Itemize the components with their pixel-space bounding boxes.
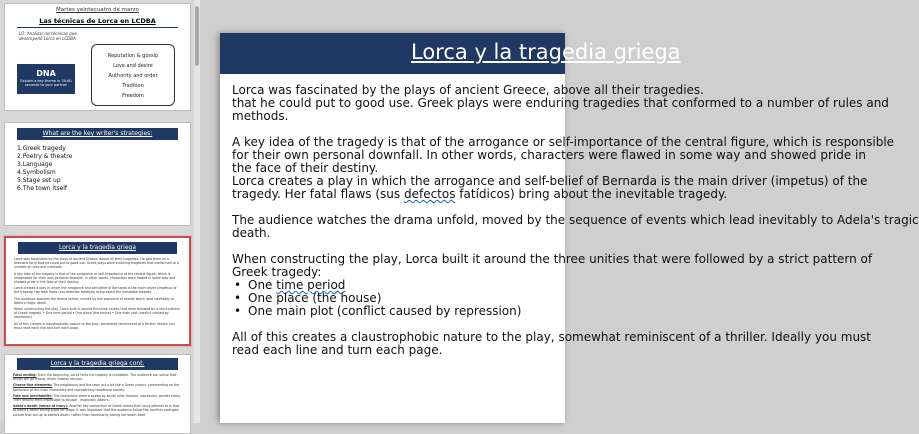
list-item: 3.Language	[17, 161, 53, 168]
spellcheck-underlined-word: time period	[276, 278, 346, 292]
thumb-para-head: Adela's death (sense of irony):	[13, 404, 69, 409]
thumb-paragraph: When constructing the play, Lorca built it around the three unities that were followed by a strict pattern of Greek tragedy: • One time period • One place (the house) • One main plot (conflict caused by repression)	[14, 307, 180, 320]
slide-body-textbox[interactable]	[232, 83, 919, 357]
body-text-line: A key idea of the tragedy is that of the arrogance or self-importance of the central figure, which is responsible	[232, 135, 895, 149]
thumb-title: Lorca y la tragedia griega cont.	[17, 358, 178, 370]
list-item: 2.Poetry & theatre	[17, 153, 73, 160]
thumb-paragraph: All of this creates a claustrophobic nature to the play, somewhat reminiscent of a thriller. Ideally you must read each line and turn each page.	[14, 321, 175, 330]
thumb-para-head: Fate and inevitability:	[13, 393, 53, 398]
thumb-para-text: From the beginning, Lorca hints the tragedy is inevitable. The audience can sense that things will go wrong, which creates tension.	[13, 373, 177, 382]
text-run: One	[248, 278, 277, 292]
thumb-body	[13, 373, 182, 419]
body-text-line: All of this creates a claustrophobic nature to the play, somewhat reminiscent of a thriller. Ideally you must	[232, 330, 871, 344]
body-text-line: death.	[232, 226, 271, 240]
thumb-paragraph: Lorca was fascinated by the plays of ancient Greece, above all their tragedies. He saw them as a dramatic form that he could put to good use. Greek plays were enduring tragedies that conformed to a number of rules and methods.	[14, 257, 179, 270]
thumb-paragraph	[13, 404, 182, 417]
thumb-objective: LO: Analizar las técnicas que desempeñó Lorca en LCDBA	[19, 31, 77, 41]
thumb-date: Martes veintecuatro de marzo	[56, 7, 139, 13]
theme-item: Authority and order	[108, 73, 158, 79]
list-item: 1.Greek tragedy	[17, 145, 66, 152]
list-item: 5.Stage set up	[17, 177, 61, 184]
theme-item: Tradition	[122, 83, 144, 89]
thumb-paragraph: Lorca creates a play in which the arrogance and self-belief of Bernarda is the main driver (impetus) of the tragedy. Her fatal flaws (sus defectos fatídicos) bring about the inevitable tragedy.	[14, 286, 177, 295]
text-run: tragedy. Her fatal flaws (sus	[232, 187, 404, 201]
body-text-line: Lorca creates a play in which the arrogance and self-belief of Bernarda is the main driver (impetus) of the	[232, 174, 868, 188]
thumb-title: Las técnicas de Lorca en LCDBA	[17, 17, 178, 28]
thumb-paragraph	[13, 373, 182, 381]
thumbnail-scrollbar[interactable]	[194, 0, 200, 423]
bullet-item: • One main plot (conflict caused by repression)	[232, 305, 652, 318]
thumb-paragraph: The audience watches the drama unfold, moved by the sequence of events which lead inevitably to Adela's tragic death.	[14, 296, 174, 305]
thumb-paragraph: A key idea of the tragedy is that of the arrogance or self-importance of the central figure, which is responsible for their own personal downfall. In other words, characters were flawed in some way and showed pride in the face of their destiny.	[14, 271, 176, 285]
slide-thumbnail-3-selected[interactable]	[4, 236, 191, 346]
themes-box	[91, 44, 175, 106]
spellcheck-underlined-word: defectos	[403, 187, 456, 201]
scrollbar-thumb[interactable]	[195, 6, 199, 66]
theme-item: Love and desire	[113, 63, 153, 69]
list-item: 6.The town itself	[17, 185, 68, 192]
dna-box	[17, 64, 75, 94]
body-text-line: the face of their destiny.	[232, 161, 379, 175]
body-text-line: When constructing the play, Lorca built it around the three unities that were followed by a strict pattern of	[232, 252, 873, 266]
body-text-line: read each line and turn each page.	[232, 343, 443, 357]
thumb-title: What are the key writer's strategies:	[17, 128, 178, 140]
slide-thumbnail-panel	[0, 0, 200, 423]
body-text-line	[232, 187, 728, 201]
thumb-para-text: Another key connection of Greek drama that Lorca adheres to is that of Adela's death taking place off stage. It was important that the audience follow the conflicts arranged picture that led up to Adela's death, rather than necessarily seeing her death itself.	[13, 404, 180, 417]
body-text-line: Greek tragedy:	[232, 265, 322, 279]
thumb-para-head: Chorus-like elements:	[13, 383, 53, 388]
body-text-line: The audience watches the drama unfold, moved by the sequence of events which lead inevitably to Adela's tragic	[232, 213, 919, 227]
slide-thumbnail-1[interactable]	[4, 3, 191, 111]
title-banner	[220, 33, 681, 74]
body-text-line: Lorca was fascinated by the plays of ancient Greece, above all their tragedies.	[232, 83, 704, 97]
thumb-paragraph	[13, 383, 182, 391]
slide-title[interactable]: Lorca y la tragedia griega	[411, 40, 681, 64]
thumb-para-text: The characters seem trapped by social rules (honour, repression, gender roles). Their destiny feels impossible to escape - especially Adela's.	[13, 393, 182, 403]
thumb-title: Lorca y la tragedia griega	[18, 242, 177, 254]
theme-item: Freedom	[122, 93, 144, 99]
thumb-body	[14, 257, 181, 332]
slide-canvas[interactable]	[220, 33, 919, 423]
thumb-para-head: Fatal ending:	[13, 373, 37, 377]
slide-thumbnail-4[interactable]	[4, 354, 191, 434]
thumb-paragraph	[13, 394, 182, 402]
theme-item: Reputation & gossip	[107, 53, 159, 59]
thumb-para-text: The neighbours and the town act a bit like a Greek chorus, commenting on the behaviour of the main characters and representing traditional society.	[13, 383, 180, 392]
bullet-item: • One place (the house)	[232, 292, 652, 305]
dna-label: DNA	[36, 69, 56, 78]
dna-instructions: Explain a key theme in 30-60 seconds to your partner	[20, 79, 72, 87]
strategy-list	[17, 145, 72, 193]
body-text-line: for their own personal downfall. In other words, characters were flawed in some way and showed pride in	[232, 148, 866, 162]
text-run: fatídicos) bring about the inevitable tragedy.	[455, 187, 728, 201]
body-text-line: that he could put to good use. Greek plays were enduring tragedies that conformed to a number of rules and	[232, 96, 889, 110]
body-text-line: methods.	[232, 109, 289, 123]
list-item: 4.Symbolism	[17, 169, 56, 176]
slide-thumbnail-2[interactable]	[4, 122, 191, 226]
